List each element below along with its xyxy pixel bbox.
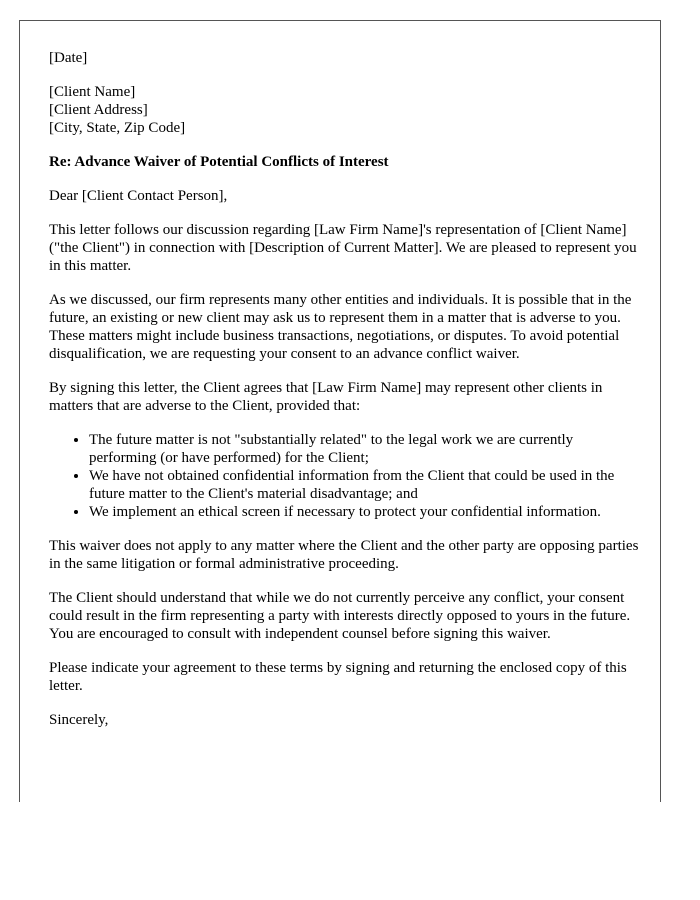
letter-date: [Date]: [49, 50, 88, 66]
closing: Sincerely,: [49, 712, 109, 728]
recipient-name: [Client Name]: [49, 84, 136, 100]
paragraph-background: As we discussed, our firm represents many other entities and individuals. It is possible that in the future, an existing or new client may ask us to represent them in a matter that is adverse to you. These matters might include business transactions, negotiations, or disputes. To avoid potential disqualification, we are requesting your consent to an advance conflict waiver.: [49, 292, 632, 362]
paragraph-understanding: The Client should understand that while we do not currently perceive any conflict, your consent could result in the firm representing a party with interests directly opposed to yours in the future. You are encouraged to consult with independent counsel before signing this waiver.: [49, 590, 631, 642]
conditions-list: [49, 431, 641, 521]
letter-page: [19, 20, 661, 802]
condition-item: • We have not obtained confidential information from the Client that could be used in the future matter to the Client's material disadvantage; and: [89, 467, 641, 503]
paragraph-request: Please indicate your agreement to these terms by signing and returning the enclosed copy of this letter.: [49, 660, 627, 694]
recipient-street: [Client Address]: [49, 102, 148, 118]
condition-item: • We implement an ethical screen if necessary to protect your confidential information.: [89, 503, 641, 521]
recipient-city: [City, State, Zip Code]: [49, 120, 186, 136]
condition-item: • The future matter is not "substantially related" to the legal work we are currently performing (or have performed) for the Client;: [89, 431, 641, 467]
paragraph-intro: This letter follows our discussion regarding [Law Firm Name]'s representation of [Client Name] ("the Client") in connection with [Description of Current Matter]. We are pleased to represent you in this matter.: [49, 222, 637, 274]
letter-body: [49, 49, 641, 745]
recipient-address: [49, 83, 641, 137]
salutation: Dear [Client Contact Person],: [49, 188, 228, 204]
subject-line: Re: Advance Waiver of Potential Conflicts of Interest: [49, 154, 389, 170]
paragraph-agreement: By signing this letter, the Client agrees that [Law Firm Name] may represent other clients in matters that are adverse to the Client, provided that:: [49, 380, 603, 414]
paragraph-exclusion: This waiver does not apply to any matter where the Client and the other party are opposing parties in the same litigation or formal administrative proceeding.: [49, 538, 639, 572]
